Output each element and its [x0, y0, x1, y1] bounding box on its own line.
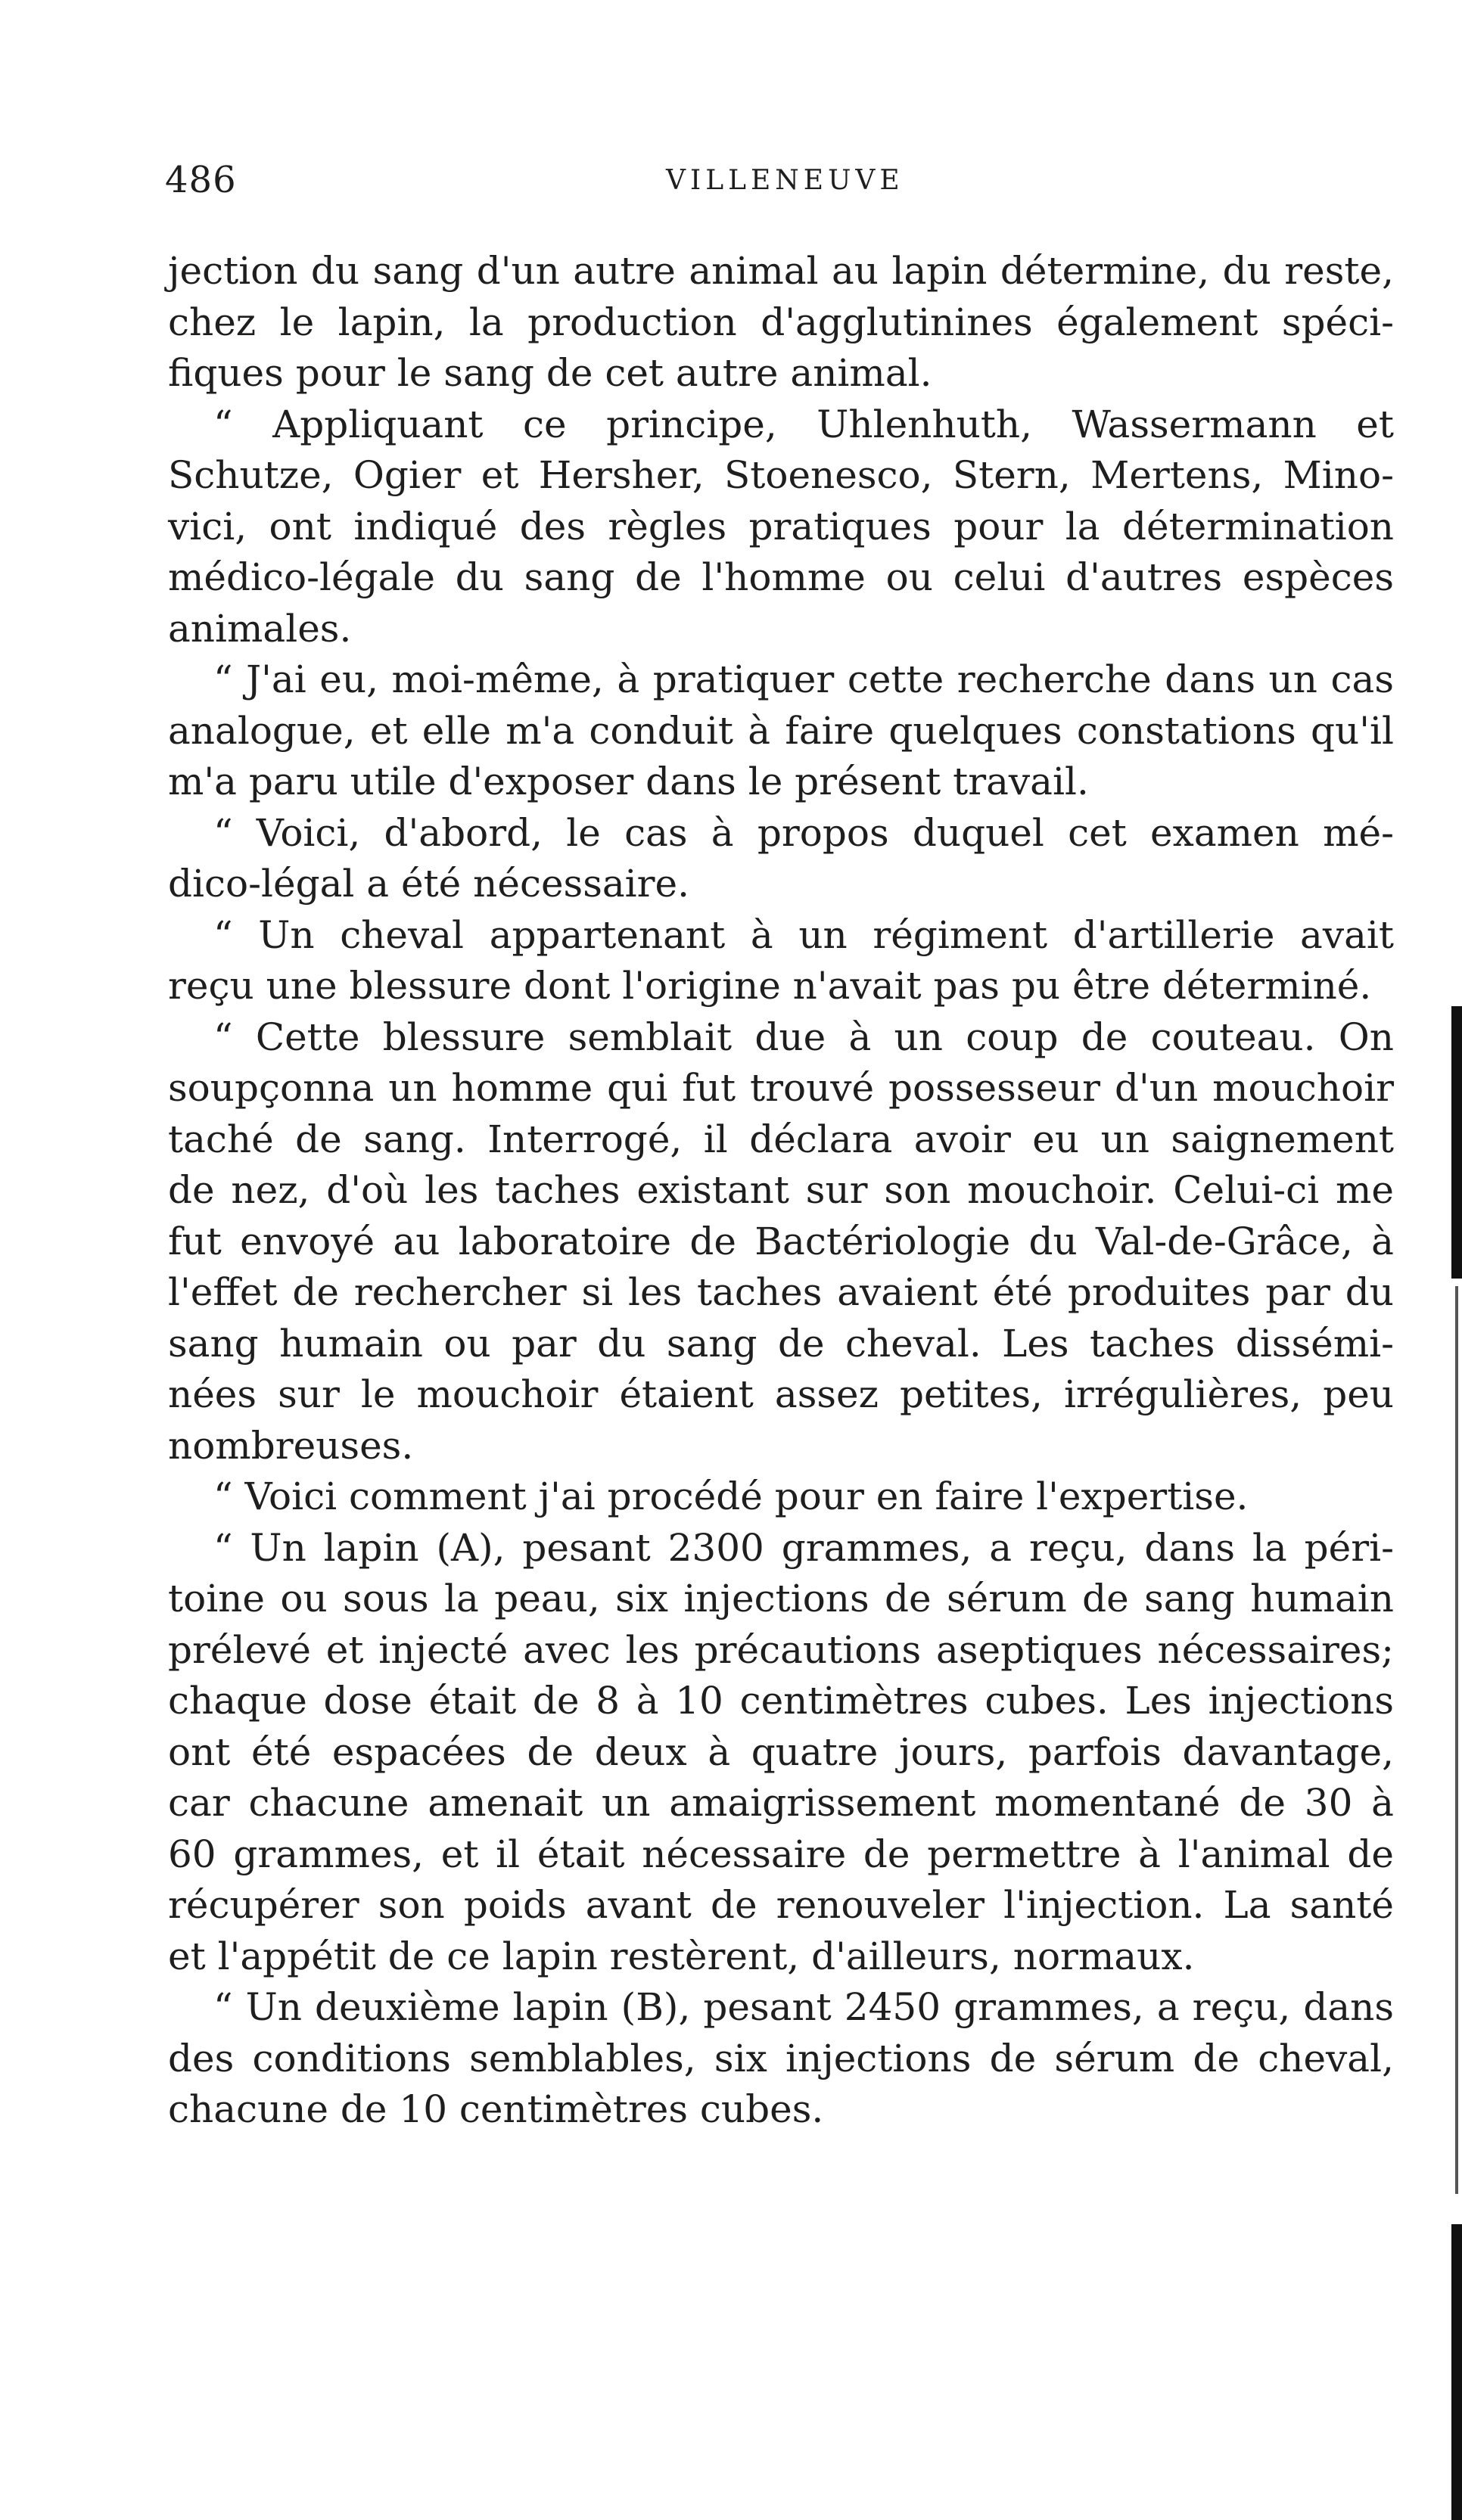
text-line: médico-légale du sang de l'homme ou celui d'autres espèces — [168, 555, 1394, 599]
text-line: 60 grammes, et il était nécessaire de permettre à l'animal de — [168, 1832, 1394, 1876]
running-title: VILLENEUVE — [666, 165, 904, 196]
text-line: “ Voici comment j'ai procédé pour en faire l'expertise. — [213, 1474, 1249, 1518]
scan-edge-shadow-upper — [1451, 1006, 1462, 1279]
text-line: “ Appliquant ce principe, Uhlenhuth, Wassermann et — [213, 402, 1394, 446]
text-line: de nez, d'où les taches existant sur son mouchoir. Celui-ci me — [168, 1168, 1394, 1212]
text-line: prélevé et injecté avec les précautions aseptiques nécessaires; — [168, 1627, 1394, 1672]
text-line: sang humain ou par du sang de cheval. Les taches dissémi- — [168, 1321, 1394, 1366]
text-line: jection du sang d'un autre animal au lapin détermine, du reste, — [168, 249, 1394, 293]
text-line: car chacune amenait un amaigrissement momentané de 30 à — [168, 1781, 1394, 1825]
text-line: nées sur le mouchoir étaient assez petites, irrégulières, peu — [168, 1372, 1394, 1416]
text-line: vici, ont indiqué des règles pratiques pour la détermination — [168, 504, 1394, 548]
text-line: récupérer son poids avant de renouveler l'injection. La santé — [168, 1883, 1394, 1927]
text-line: “ Un cheval appartenant à un régiment d'artillerie avait — [213, 912, 1394, 957]
text-line: “ Voici, d'abord, le cas à propos duquel cet examen mé- — [213, 810, 1394, 855]
text-line: et l'appétit de ce lapin restèrent, d'ailleurs, normaux. — [168, 1934, 1195, 1978]
text-line: dico-légal a été nécessaire. — [168, 862, 690, 906]
text-line: “ J'ai eu, moi-même, à pratiquer cette recherche dans un cas — [213, 657, 1394, 701]
text-line: analogue, et elle m'a conduit à faire quelques constations qu'il — [168, 708, 1394, 753]
text-line: animales. — [168, 606, 352, 651]
text-line: “ Un deuxième lapin (B), pesant 2450 grammes, a reçu, dans — [213, 1985, 1394, 2029]
text-line: “ Cette blessure semblait due à un coup de couteau. On — [213, 1015, 1394, 1059]
text-line: nombreuses. — [168, 1423, 414, 1468]
text-line: chacune de 10 centimètres cubes. — [168, 2087, 824, 2131]
body-text — [168, 246, 1394, 2136]
text-line: soupçonna un homme qui fut trouvé possesseur d'un mouchoir — [168, 1066, 1394, 1110]
scan-edge-line — [1455, 1286, 1458, 2194]
text-line: chez le lapin, la production d'agglutinines également spéci- — [168, 300, 1394, 344]
text-line: reçu une blessure dont l'origine n'avait pas pu être déterminé. — [168, 964, 1372, 1008]
text-line: m'a paru utile d'exposer dans le présent travail. — [168, 760, 1089, 803]
running-head — [0, 159, 1462, 204]
text-line: taché de sang. Interrogé, il déclara avoir eu un saignement — [168, 1117, 1394, 1161]
scan-edge-shadow-lower — [1451, 2224, 1462, 2520]
text-line: des conditions semblables, six injections de sérum de cheval, — [168, 2036, 1394, 2080]
text-line: l'effet de rechercher si les taches avaient été produites par du — [168, 1270, 1394, 1314]
text-line: fiques pour le sang de cet autre animal. — [168, 351, 932, 395]
text-line: toine ou sous la peau, six injections de sérum de sang humain — [168, 1577, 1394, 1620]
text-line: ont été espacées de deux à quatre jours, parfois davantage, — [168, 1729, 1394, 1774]
page-number: 486 — [165, 159, 237, 201]
text-line: fut envoyé au laboratoire de Bactériologie du Val-de-Grâce, à — [168, 1219, 1394, 1263]
text-line: “ Un lapin (A), pesant 2300 grammes, a reçu, dans la péri- — [213, 1525, 1394, 1570]
text-line: Schutze, Ogier et Hersher, Stoenesco, Stern, Mertens, Mino- — [168, 453, 1394, 497]
text-line: chaque dose était de 8 à 10 centimètres cubes. Les injections — [168, 1679, 1394, 1723]
